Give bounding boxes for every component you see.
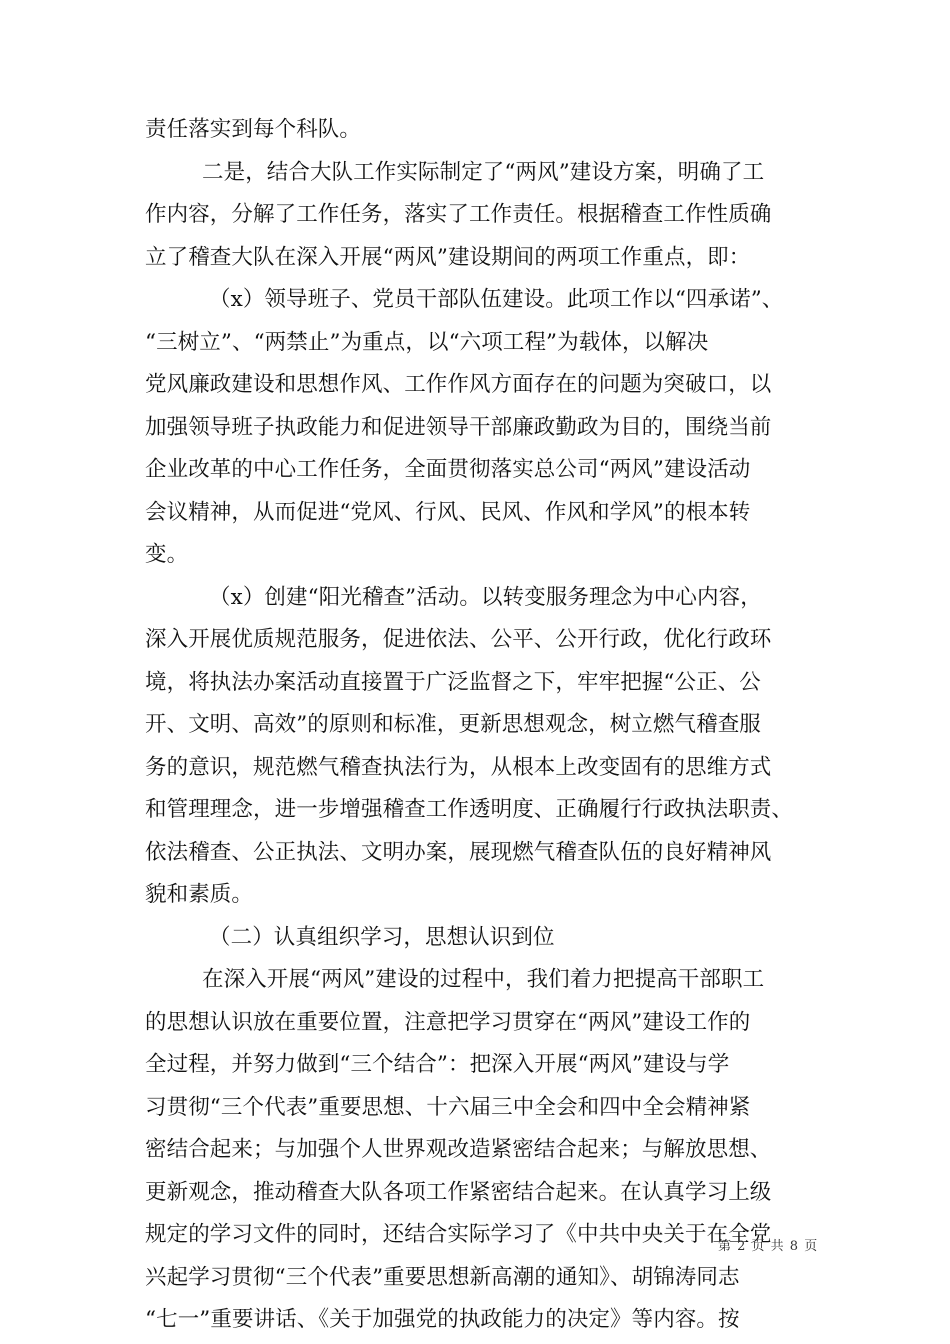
paragraph-line: 在深入开展“两风”建设的过程中，我们着力把提高干部职工 xyxy=(202,967,765,992)
paragraph-line: 二是，结合大队工作实际制定了“两风”建设方案，明确了工 xyxy=(202,159,765,185)
paragraph-line: 企业改革的中心工作任务，全面贯彻落实总公司“两风”建设活动 xyxy=(145,457,751,482)
paragraph-line: 更新观念，推动稽查大队各项工作紧密结合起来。在认真学习上级 xyxy=(145,1179,772,1205)
paragraph-line: （x）领导班子、党员干部队伍建设。此项工作以“四承诺”、 xyxy=(209,287,784,312)
paragraph-line: 变。 xyxy=(145,542,189,567)
paragraph-line: （x）创建“阳光稽查”活动。以转变服务理念为中心内容， xyxy=(209,584,762,610)
paragraph-line: 兴起学习贯彻“三个代表”重要思想新高潮的通知》、胡锦涛同志 xyxy=(145,1264,740,1290)
paragraph-line: 貌和素质。 xyxy=(145,882,254,907)
paragraph-line: 会议精神，从而促进“党风、行风、民风、作风和学风”的根本转 xyxy=(145,499,751,525)
paragraph-line: 全过程，并努力做到“三个结合”：把深入开展“两风”建设与学 xyxy=(145,1052,730,1077)
paragraph-line: 规定的学习文件的同时，还结合实际学习了《中共中央关于在全党 xyxy=(145,1222,772,1247)
paragraph-line: 深入开展优质规范服务，促进依法、公平、公开行政，优化行政环 xyxy=(145,627,772,652)
section-heading: （二）认真组织学习，思想认识到位 xyxy=(209,924,555,950)
paragraph-line: “七一”重要讲话、《关于加强党的执政能力的决定》等内容。按 xyxy=(145,1307,740,1332)
paragraph-line: 密结合起来；与加强个人世界观改造紧密结合起来；与解放思想、 xyxy=(145,1137,772,1162)
page-number: 第 2 页 共 8 页 xyxy=(718,1239,819,1254)
paragraph-line: 的思想认识放在重要位置，注意把学习贯穿在“两风”建设工作的 xyxy=(145,1009,751,1035)
paragraph-line: 加强领导班子执政能力和促进领导干部廉政勤政为目的，围绕当前 xyxy=(145,414,772,440)
paragraph-line: 务的意识，规范燃气稽查执法行为，从根本上改变固有的思维方式 xyxy=(145,754,772,780)
paragraph-line: 依法稽查、公正执法、文明办案，展现燃气稽查队伍的良好精神风 xyxy=(145,839,772,865)
paragraph-line: 习贯彻“三个代表”重要思想、十六届三中全会和四中全会精神紧 xyxy=(145,1094,751,1120)
document-body xyxy=(145,109,807,1342)
paragraph-line: 境，将执法办案活动直接置于广泛监督之下，牢牢把握“公正、公 xyxy=(145,669,761,695)
paragraph-line: 开、文明、高效”的原则和标准，更新思想观念，树立燃气稽查服 xyxy=(145,712,761,737)
paragraph-line: 责任落实到每个科队。 xyxy=(145,117,362,142)
paragraph-line: 立了稽查大队在深入开展“两风”建设期间的两项工作重点，即： xyxy=(145,244,751,270)
paragraph-line: “三树立”、“两禁止”为重点，以“六项工程”为载体，以解决 xyxy=(145,329,709,355)
paragraph-line: 和管理理念，进一步增强稽查工作透明度、正确履行行政执法职责、 xyxy=(145,797,794,822)
paragraph-line: 作内容，分解了工作任务，落实了工作责任。根据稽查工作性质确 xyxy=(145,202,772,227)
paragraph-line: 党风廉政建设和思想作风、工作作风方面存在的问题为突破口，以 xyxy=(145,372,772,397)
